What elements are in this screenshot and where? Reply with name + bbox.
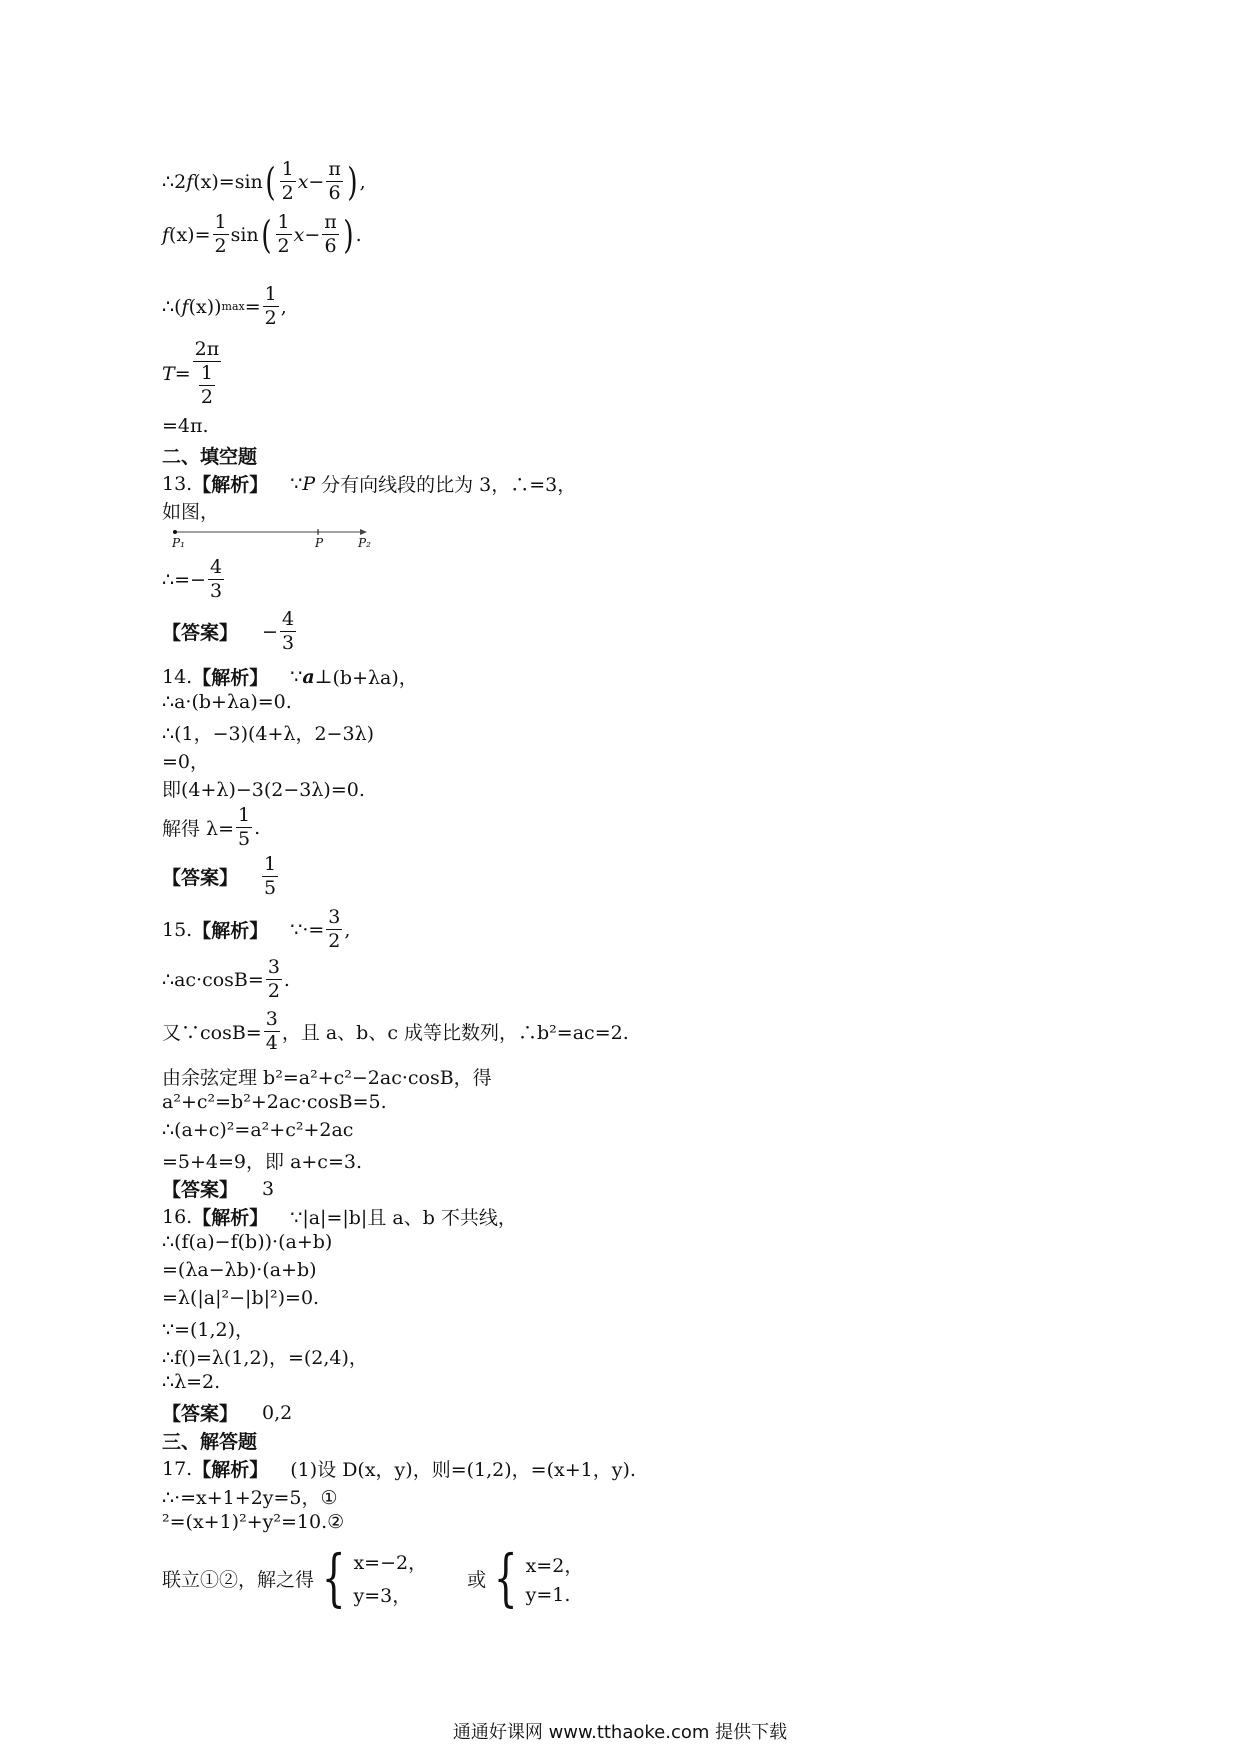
q13-answer: 【答案】 − $\frac{4}{3}$ [162, 608, 295, 654]
label-p2: P₂ [358, 536, 371, 550]
q17-analysis: 17. 【解析】 (1)设 D(x，y)，则=(1,2)，=(x+1，y). [162, 1457, 636, 1481]
q16-answer: 【答案】 0,2 [162, 1401, 293, 1425]
fraction: $\frac{1}{2}$ [277, 211, 290, 257]
q13-figure-label: 如图， [162, 501, 220, 523]
paren-left: ( [260, 212, 272, 257]
fraction: $\frac{\pi}{6}$ [324, 211, 337, 257]
q14-line4: =0， [162, 751, 210, 773]
text: − [304, 223, 321, 246]
paren-right: ) [347, 159, 358, 204]
arrow-head [360, 529, 367, 535]
text: − [308, 170, 325, 193]
q15-line4: 由余弦定理 b²=a²+c²−2ac·cosB，得 [162, 1067, 492, 1089]
text: f [162, 223, 170, 246]
q15-analysis: 15. 【解析】 ∵·= $\frac{3}{2}$ , [162, 906, 351, 952]
text: = [244, 295, 261, 318]
paren-left: ( [264, 159, 276, 204]
section-heading-fill-blank: 二、填空题 [162, 446, 258, 468]
text: x [297, 170, 309, 193]
footer-source: 通通好课网 www.tthaoke.com 提供下载 [452, 1722, 788, 1743]
fraction: $\frac{1}{5}$ [238, 804, 251, 850]
q16-line6: ∴f()=λ(1,2)，=(2,4)， [162, 1347, 368, 1369]
fraction: $\frac{1}{2}$ [281, 158, 294, 204]
text: , [280, 295, 287, 318]
q15-line7: =5+4=9，即 a+c=3. [162, 1151, 363, 1173]
text: (x)) [188, 295, 222, 318]
text: (x)=sin [193, 170, 263, 193]
q16-line2: ∴(f(a)−f(b))·(a+b) [162, 1231, 333, 1253]
fraction: $\frac{3}{4}$ [265, 1008, 278, 1054]
fraction: $\frac{4}{3}$ [281, 608, 295, 654]
fraction: $\frac{3}{2}$ [328, 906, 341, 952]
label-p1: P₁ [172, 536, 185, 550]
text: x [293, 223, 305, 246]
q17-line4: 联立①②，解之得 { x=−2， y=3， 或 { x=2， y=1. [162, 1541, 584, 1614]
text: . [355, 223, 362, 246]
q14-line5: 即(4+λ)−3(2−3λ)=0. [162, 779, 365, 801]
text: = [174, 362, 191, 385]
equation-system-1: { x=−2， y=3， [321, 1541, 428, 1614]
label-p: P [315, 536, 324, 550]
eq-2fx [162, 160, 366, 203]
q17-line3: ²=(x+1)²+y²=10.② [162, 1511, 345, 1533]
paren-right: ) [342, 212, 354, 257]
point-p1 [173, 530, 177, 534]
text: , [359, 170, 366, 193]
text: f [186, 170, 194, 193]
eq-4pi [162, 415, 209, 437]
q15-line2: ∴ac·cosB= $\frac{3}{2}$ . [162, 956, 290, 1002]
fraction: $\frac{1}{2}$ [214, 211, 227, 257]
q16-analysis: 16. 【解析】 ∵|a|=|b|且 a、b 不共线， [162, 1205, 517, 1229]
q14-line3: ∴(1，−3)(4+λ，2−3λ) [162, 723, 375, 745]
q14-line6: 解得 λ= $\frac{1}{5}$ . [162, 804, 261, 850]
eq-period [162, 340, 223, 407]
text: sin [230, 223, 259, 246]
text: (x)= [169, 223, 211, 246]
q14-line2: ∴a·(b+λa)=0. [162, 691, 292, 713]
segment-figure [162, 522, 382, 554]
q14-analysis: 14. 【解析】 ∵ a ⊥ (b+λa)， [162, 665, 418, 689]
q16-line4: =λ(|a|²−|b|²)=0. [162, 1287, 320, 1309]
q14-answer: 【答案】 $\frac{1}{5}$ [162, 853, 277, 899]
equation-system-2: { x=2， y=1. [494, 1541, 584, 1614]
q13-result: ∴=− $\frac{4}{3}$ [162, 556, 223, 602]
fraction: $\frac{1}{2}$ [264, 283, 277, 329]
q15-line6: ∴(a+c)²=a²+c²+2ac [162, 1119, 354, 1141]
fraction: $\frac{2\pi}{\frac{1}{2}}$ [194, 338, 220, 408]
text: =4π. [162, 415, 209, 437]
text: f [181, 295, 189, 318]
fraction: $\frac{4}{3}$ [209, 556, 223, 602]
q17-line2: ∴·=x+1+2y=5，① [162, 1487, 338, 1509]
text: T [162, 362, 175, 385]
fraction: $\frac{1}{5}$ [264, 853, 277, 899]
text: ∴( [162, 295, 182, 318]
q15-line5: a²+c²=b²+2ac·cosB=5. [162, 1091, 387, 1113]
eq-max [162, 285, 287, 328]
q16-line3: =(λa−λb)·(a+b) [162, 1259, 317, 1281]
eq-fx [162, 213, 362, 256]
q13-analysis: 13. 【解析】 ∵ P 分有向线段的比为 3，∴=3， [162, 472, 577, 496]
q15-line3: 又∵cosB= $\frac{3}{4}$ ，且 a、b、c 成等比数列，∴b²=ac=2. [162, 1008, 629, 1054]
section-heading-solutions: 三、解答题 [162, 1431, 258, 1453]
q16-line7: ∴λ=2. [162, 1371, 221, 1393]
fraction: $\frac{3}{2}$ [267, 956, 280, 1002]
q15-answer: 【答案】 3 [162, 1177, 275, 1201]
text: max [221, 300, 245, 313]
q16-line5: ∵=(1,2)， [162, 1319, 255, 1341]
text: ∴2 [162, 170, 187, 193]
fraction: $\frac{\pi}{6}$ [328, 158, 341, 204]
